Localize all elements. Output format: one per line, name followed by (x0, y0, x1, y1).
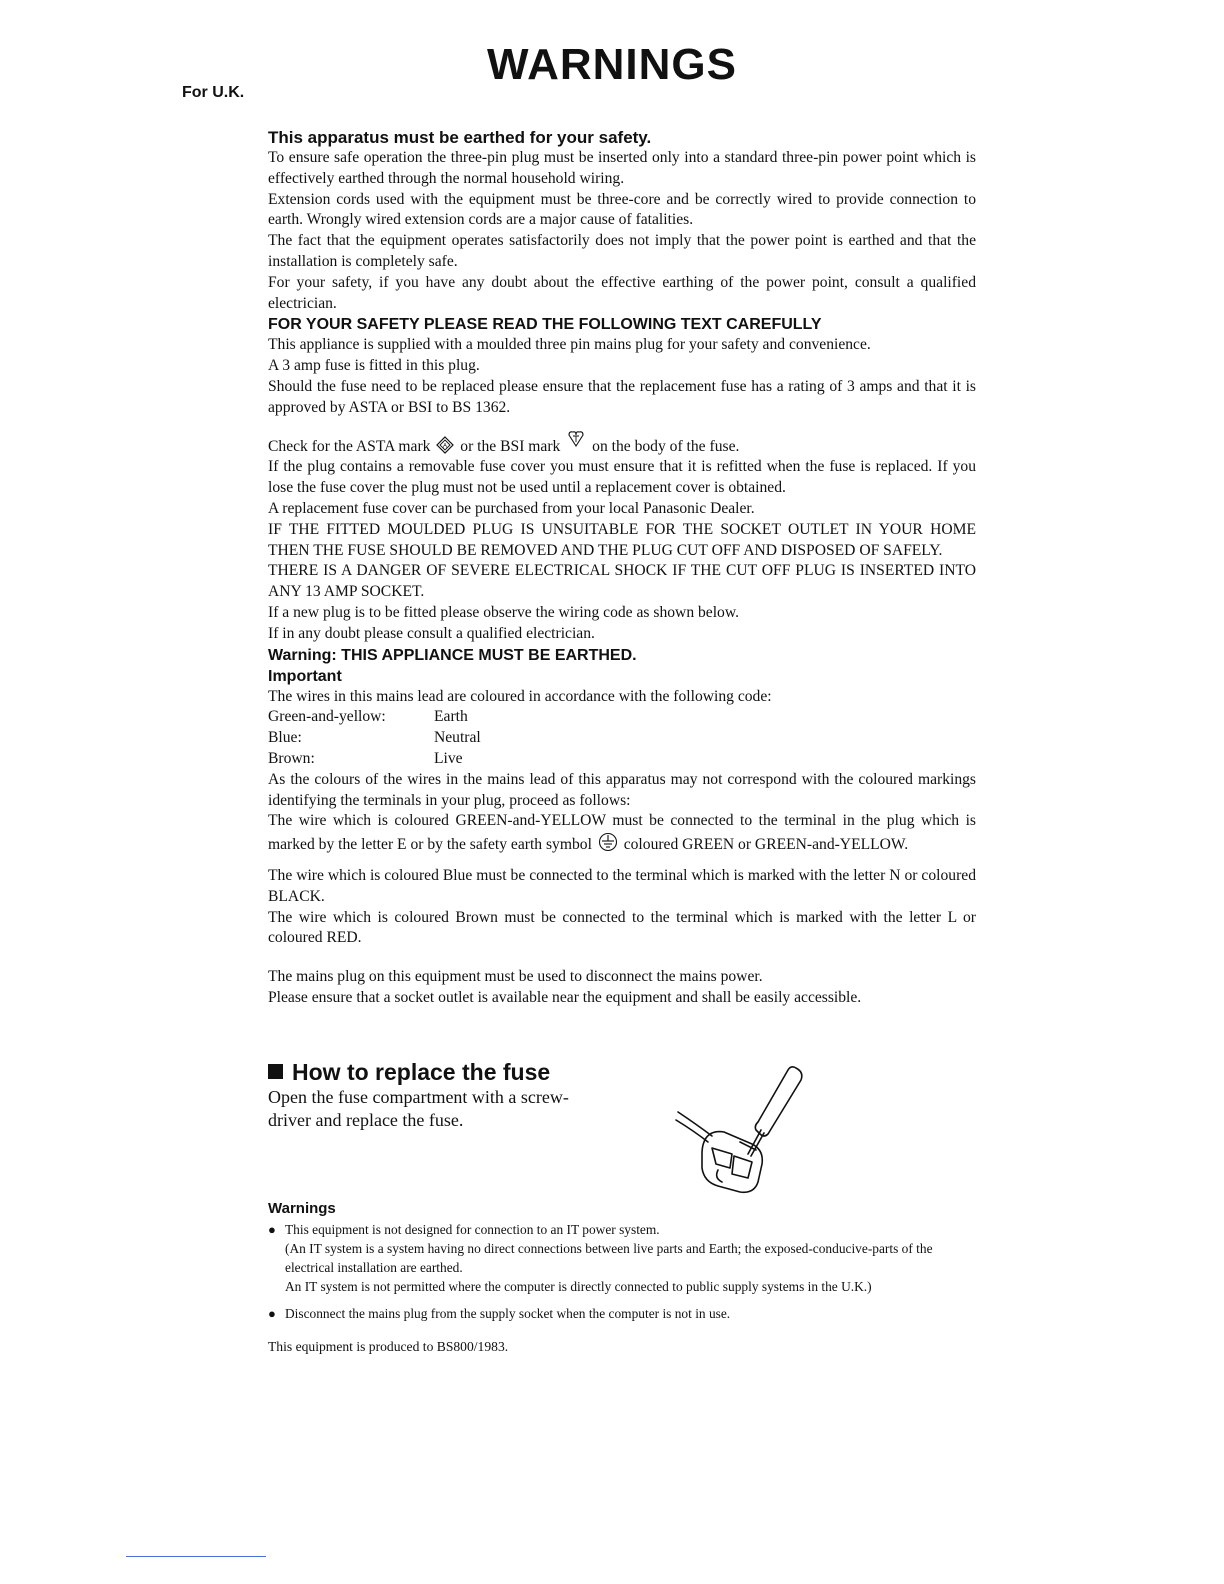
safety-paragraph: A replacement fuse cover can be purchased from your local Panasonic Dealer. (268, 499, 755, 517)
safety-paragraph: This appliance is supplied with a moulded three pin mains plug for your safety and convenience. (268, 336, 871, 354)
wire-colour: Green-and-yellow: (268, 708, 386, 726)
check-text-a: Check for the ASTA mark (268, 437, 431, 455)
table-row (268, 749, 481, 770)
earthing-paragraph: For your safety, if you have any doubt about the effective earthing of the power point, consult a qualified electrician. (268, 273, 976, 312)
bullet-icon: ● (268, 1306, 276, 1321)
fuse-heading-text: How to replace the fuse (292, 1059, 551, 1085)
bullet-icon: ● (268, 1222, 276, 1237)
important-heading: Important (268, 667, 342, 685)
square-bullet-icon (268, 1064, 283, 1079)
bsi-kitemark-icon (566, 429, 586, 449)
wire-meaning: Neutral (434, 729, 481, 747)
table-row (268, 707, 481, 728)
wire-meaning: Earth (434, 708, 468, 726)
warnings-body (268, 127, 976, 1009)
fuse-heading (268, 1058, 976, 1086)
wiring-paragraph: The wire which is coloured Blue must be connected to the terminal which is marked with the letter N or coloured BLACK. (268, 866, 976, 905)
safety-paragraph: Should the fuse need to be replaced please ensure that the replacement fuse has a rating of 3 amps and that it is approved by ASTA or BSI to BS 1362. (268, 377, 976, 416)
fuse-instructions: Open the fuse compartment with a screw-driver and replace the fuse. (268, 1087, 569, 1130)
safety-paragraph: A 3 amp fuse is fitted in this plug. (268, 357, 480, 375)
safety-paragraph: IF THE FITTED MOULDED PLUG IS UNSUITABLE FOR THE SOCKET OUTLET IN YOUR HOME THEN THE FUSE SHOULD BE REMOVED AND THE PLUG CUT OFF AND DISPOSED OF SAFELY. (268, 520, 976, 559)
table-row (268, 728, 481, 749)
earthing-heading: This apparatus must be earthed for your safety. (268, 128, 652, 147)
wiring-paragraph: As the colours of the wires in the mains lead of this apparatus may not correspond with the coloured markings identifying the terminals in your plug, proceed as follows: (268, 770, 976, 809)
warning-text: This equipment is not designed for connection to an IT power system. (285, 1222, 660, 1237)
wiring-paragraph-earth (268, 811, 976, 856)
warnings-heading: Warnings (268, 1200, 336, 1217)
warning-subtext: An IT system is not permitted where the computer is directly connected to public supply systems in the U.K.) (285, 1279, 872, 1294)
earthing-paragraph: Extension cords used with the equipment must be three-core and be correctly wired to provide connection to earth. Wrongly wired extension cords are a major cause of fatalities. (268, 190, 976, 229)
asta-mark-icon (436, 436, 454, 454)
safety-paragraph: THERE IS A DANGER OF SEVERE ELECTRICAL SHOCK IF THE CUT OFF PLUG IS INSERTED INTO ANY 13 AMP SOCKET. (268, 562, 976, 601)
wire-colour: Blue: (268, 729, 302, 747)
safety-heading: FOR YOUR SAFETY PLEASE READ THE FOLLOWING TEXT CAREFULLY (268, 316, 822, 334)
earth-text-b: coloured GREEN or GREEN-and-YELLOW. (623, 836, 909, 854)
plug-screwdriver-illustration (668, 1064, 813, 1199)
footer-divider (126, 1556, 266, 1557)
svg-text:A: A (443, 443, 448, 450)
earthing-paragraph: To ensure safe operation the three-pin plug must be inserted only into a standard three-pin power point which is effectively earthed through the normal household wiring. (268, 149, 976, 187)
earthing-paragraph: The fact that the equipment operates satisfactorily does not imply that the power point is earthed and that the installation is completely safe. (268, 232, 976, 270)
region-label: For U.K. (182, 84, 245, 101)
wiring-paragraph: The mains plug on this equipment must be used to disconnect the mains power. (268, 968, 763, 986)
wiring-paragraph: The wire which is coloured Brown must be connected to the terminal which is marked with the letter L or coloured RED. (268, 908, 976, 947)
standard-note: This equipment is produced to BS800/1983. (268, 1339, 509, 1354)
warning-text: Disconnect the mains plug from the supply socket when the computer is not in use. (285, 1306, 731, 1321)
wire-colour-table (268, 707, 481, 769)
earth-warning: Warning: THIS APPLIANCE MUST BE EARTHED. (268, 646, 637, 664)
wire-meaning: Live (434, 749, 463, 767)
wire-colour: Brown: (268, 749, 315, 767)
page-title: WARNINGS (487, 40, 737, 89)
safety-paragraph: If a new plug is to be fitted please observe the wiring code as shown below. (268, 603, 740, 621)
earth-text-a: The wire which is coloured GREEN-and-YELLOW must be connected to the terminal in the plug which is marked by the letter E or by the safety earth symbol (268, 812, 976, 854)
warnings-section (268, 1200, 976, 1356)
fuse-mark-check (268, 429, 976, 458)
warning-item (268, 1220, 976, 1239)
wiring-paragraph: Please ensure that a socket outlet is available near the equipment and shall be easily accessible. (268, 988, 862, 1006)
warning-item (268, 1304, 976, 1323)
fuse-section (268, 1058, 976, 1132)
earth-symbol-icon (598, 832, 618, 852)
check-text-b: or the BSI mark (460, 437, 561, 455)
warning-subtext: (An IT system is a system having no direct connections between live parts and Earth; the exposed-conducive-parts of the electrical installation are earthed. (285, 1241, 933, 1275)
wiring-intro: The wires in this mains lead are coloured in accordance with the following code: (268, 687, 772, 705)
check-text-c: on the body of the fuse. (592, 437, 740, 455)
safety-paragraph: If in any doubt please consult a qualified electrician. (268, 624, 595, 642)
safety-paragraph: If the plug contains a removable fuse cover you must ensure that it is refitted when the fuse is replaced. If you lose the fuse cover the plug must not be used until a replacement cover is obtained. (268, 458, 976, 497)
